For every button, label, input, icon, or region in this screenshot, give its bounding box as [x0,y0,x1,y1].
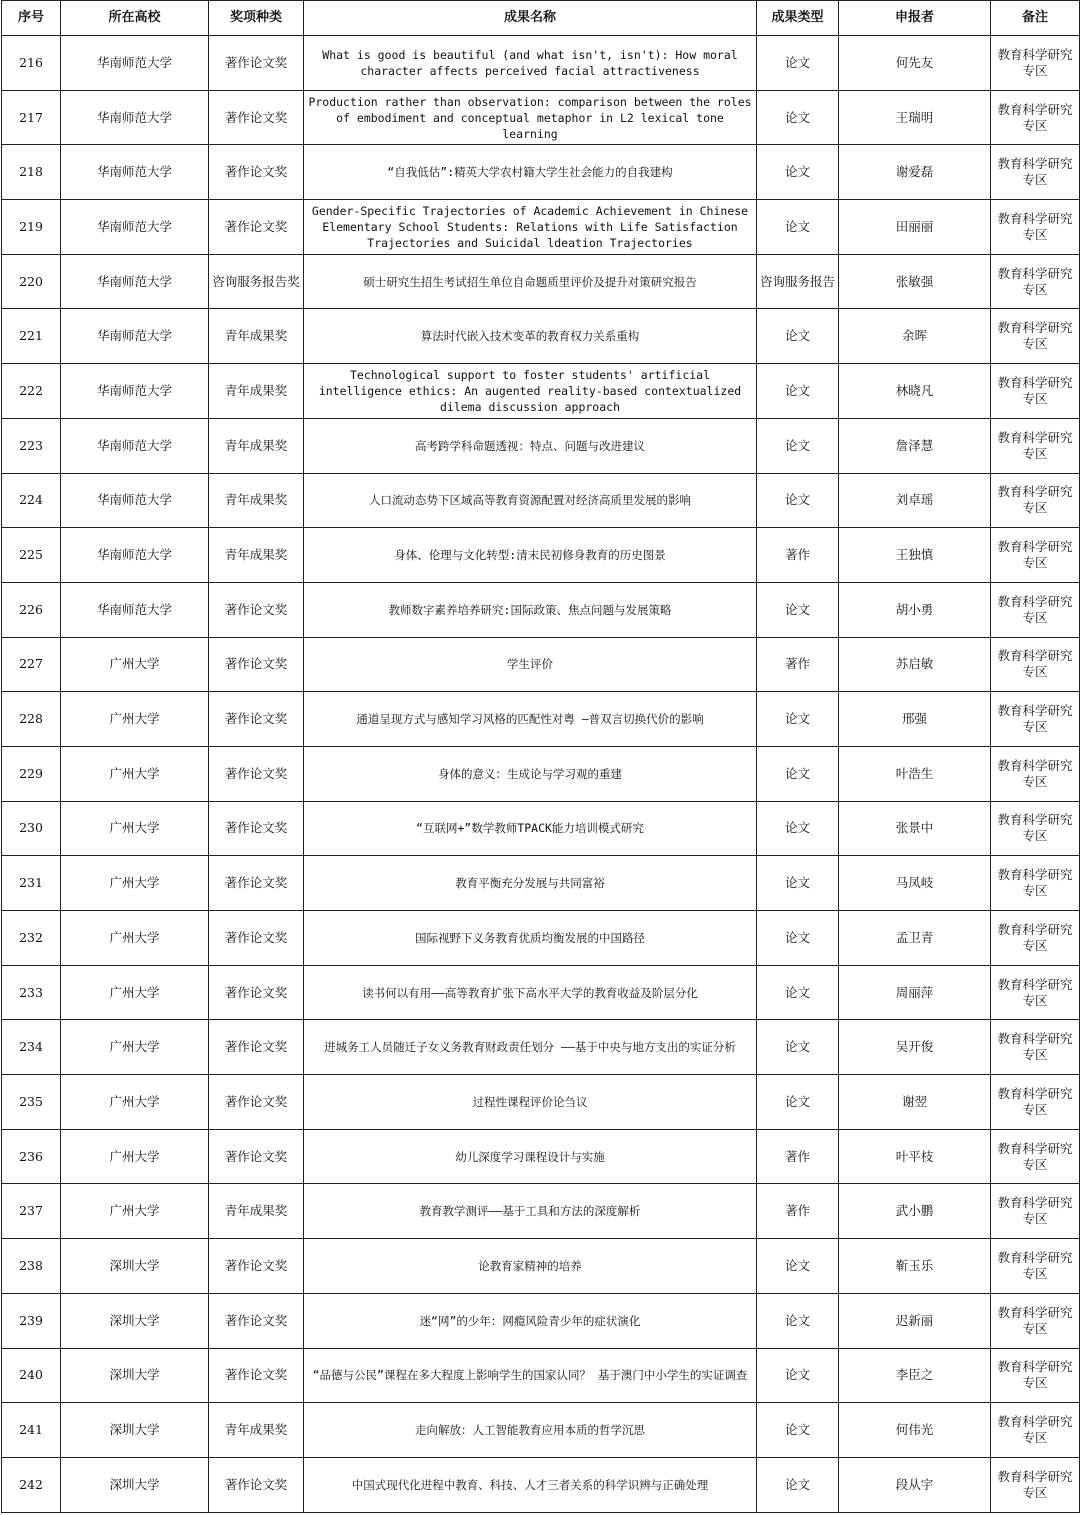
remarks-cell: 教育科学研究专区 [991,856,1080,911]
table-row [2,254,1080,309]
university-cell: 广州大学 [61,1075,209,1130]
remarks-cell: 教育科学研究专区 [991,254,1080,309]
table-row [2,1348,1080,1403]
serial-cell: 234 [2,1020,61,1075]
serial-cell: 229 [2,746,61,801]
award-type-cell: 著作论文奖 [209,36,304,91]
award-type-cell: 著作论文奖 [209,911,304,966]
applicant-cell: 王瑞明 [839,90,991,145]
applicant-cell: 何先友 [839,36,991,91]
university-cell: 广州大学 [61,746,209,801]
serial-cell: 216 [2,36,61,91]
table-body [2,36,1080,1513]
remarks-cell: 教育科学研究专区 [991,692,1080,747]
applicant-cell: 叶平枝 [839,1129,991,1184]
table-row [2,1239,1080,1294]
university-cell: 华南师范大学 [61,200,209,255]
university-cell: 华南师范大学 [61,309,209,364]
achievement-type-cell: 论文 [757,36,839,91]
header-serial: 序号 [2,1,61,36]
table-row [2,528,1080,583]
award-type-cell: 青年成果奖 [209,473,304,528]
table-row [2,36,1080,91]
achievement-name-cell: 走向解放：人工智能教育应用本质的哲学沉思 [304,1403,757,1458]
achievement-type-cell: 论文 [757,1457,839,1512]
serial-cell: 221 [2,309,61,364]
serial-cell: 226 [2,582,61,637]
award-type-cell: 青年成果奖 [209,1184,304,1239]
university-cell: 广州大学 [61,692,209,747]
table-row [2,911,1080,966]
university-cell: 华南师范大学 [61,418,209,473]
university-cell: 深圳大学 [61,1239,209,1294]
university-cell: 华南师范大学 [61,364,209,419]
achievement-name-cell: What is good is beautiful (and what isn't, isn't): How moral character affects perceived facial attractiveness [304,36,757,91]
remarks-cell: 教育科学研究专区 [991,1403,1080,1458]
university-cell: 华南师范大学 [61,36,209,91]
achievement-type-cell: 著作 [757,528,839,583]
achievement-name-cell: Production rather than observation: comparison between the roles of embodiment and conceptual metaphor in L2 lexical tone learning [304,90,757,145]
award-type-cell: 著作论文奖 [209,200,304,255]
university-cell: 深圳大学 [61,1403,209,1458]
achievement-type-cell: 著作 [757,637,839,692]
achievement-name-cell: 教师数字素养培养研究:国际政策、焦点问题与发展策略 [304,582,757,637]
achievement-name-cell: 通道呈现方式与感知学习风格的匹配性对粤 —普双言切换代价的影响 [304,692,757,747]
university-cell: 广州大学 [61,801,209,856]
remarks-cell: 教育科学研究专区 [991,473,1080,528]
serial-cell: 235 [2,1075,61,1130]
achievement-type-cell: 论文 [757,582,839,637]
award-type-cell: 著作论文奖 [209,1457,304,1512]
achievement-type-cell: 论文 [757,90,839,145]
awards-table [1,0,1080,1513]
remarks-cell: 教育科学研究专区 [991,801,1080,856]
table-row [2,364,1080,419]
achievement-type-cell: 论文 [757,911,839,966]
serial-cell: 237 [2,1184,61,1239]
remarks-cell: 教育科学研究专区 [991,364,1080,419]
award-type-cell: 青年成果奖 [209,1403,304,1458]
achievement-name-cell: “品德与公民”课程在多大程度上影响学生的国家认同？ 基于澳门中小学生的实证调查 [304,1348,757,1403]
achievement-type-cell: 论文 [757,856,839,911]
remarks-cell: 教育科学研究专区 [991,200,1080,255]
university-cell: 华南师范大学 [61,528,209,583]
table-row [2,746,1080,801]
remarks-cell: 教育科学研究专区 [991,36,1080,91]
university-cell: 华南师范大学 [61,90,209,145]
table-row [2,637,1080,692]
university-cell: 广州大学 [61,965,209,1020]
achievement-name-cell: 身体、伦理与文化转型:清末民初修身教育的历史图景 [304,528,757,583]
serial-cell: 230 [2,801,61,856]
applicant-cell: 孟卫青 [839,911,991,966]
achievement-type-cell: 著作 [757,1129,839,1184]
table-row [2,473,1080,528]
award-type-cell: 著作论文奖 [209,1239,304,1294]
achievement-type-cell: 论文 [757,1020,839,1075]
table-row [2,309,1080,364]
university-cell: 深圳大学 [61,1457,209,1512]
applicant-cell: 刘卓瑶 [839,473,991,528]
achievement-type-cell: 论文 [757,1293,839,1348]
applicant-cell: 迟新丽 [839,1293,991,1348]
achievement-name-cell: 人口流动态势下区域高等教育资源配置对经济高质里发展的影响 [304,473,757,528]
university-cell: 广州大学 [61,856,209,911]
achievement-type-cell: 论文 [757,692,839,747]
table-row [2,965,1080,1020]
achievement-name-cell: 进城务工人员随迁子女义务教育财政责任划分 ——基于中央与地方支出的实证分析 [304,1020,757,1075]
table-row [2,582,1080,637]
serial-cell: 227 [2,637,61,692]
achievement-type-cell: 著作 [757,1184,839,1239]
applicant-cell: 谢翌 [839,1075,991,1130]
applicant-cell: 胡小勇 [839,582,991,637]
applicant-cell: 张敏强 [839,254,991,309]
table-row [2,1184,1080,1239]
serial-cell: 219 [2,200,61,255]
serial-cell: 225 [2,528,61,583]
table-row [2,692,1080,747]
award-type-cell: 青年成果奖 [209,418,304,473]
applicant-cell: 李臣之 [839,1348,991,1403]
table-row [2,1293,1080,1348]
university-cell: 广州大学 [61,1129,209,1184]
applicant-cell: 邢强 [839,692,991,747]
applicant-cell: 周丽萍 [839,965,991,1020]
applicant-cell: 田丽丽 [839,200,991,255]
achievement-name-cell: Technological support to foster students' artificial intelligence ethics: An augented reality-based contextualized dilema discussion approach [304,364,757,419]
serial-cell: 222 [2,364,61,419]
university-cell: 深圳大学 [61,1348,209,1403]
achievement-type-cell: 论文 [757,1075,839,1130]
remarks-cell: 教育科学研究专区 [991,1239,1080,1294]
achievement-type-cell: 论文 [757,801,839,856]
table-row [2,856,1080,911]
achievement-name-cell: 过程性课程评价论刍议 [304,1075,757,1130]
serial-cell: 218 [2,145,61,200]
university-cell: 深圳大学 [61,1293,209,1348]
achievement-type-cell: 论文 [757,145,839,200]
applicant-cell: 何伟光 [839,1403,991,1458]
achievement-name-cell: 学生评价 [304,637,757,692]
achievement-name-cell: 教育教学测评——基于工具和方法的深度解析 [304,1184,757,1239]
achievement-name-cell: “自我低估”:精英大学农村籍大学生社会能力的自我建构 [304,145,757,200]
achievement-name-cell: 中国式现代化进程中教育、科技、人才三者关系的科学识辨与正确处理 [304,1457,757,1512]
serial-cell: 231 [2,856,61,911]
table-row [2,1403,1080,1458]
remarks-cell: 教育科学研究专区 [991,746,1080,801]
serial-cell: 223 [2,418,61,473]
university-cell: 华南师范大学 [61,473,209,528]
serial-cell: 241 [2,1403,61,1458]
serial-cell: 238 [2,1239,61,1294]
award-type-cell: 著作论文奖 [209,1075,304,1130]
remarks-cell: 教育科学研究专区 [991,90,1080,145]
table-row [2,1457,1080,1512]
achievement-name-cell: 教育平衡充分发展与共同富裕 [304,856,757,911]
applicant-cell: 张景中 [839,801,991,856]
achievement-type-cell: 论文 [757,1239,839,1294]
award-type-cell: 著作论文奖 [209,637,304,692]
achievement-type-cell: 论文 [757,418,839,473]
remarks-cell: 教育科学研究专区 [991,1293,1080,1348]
achievement-type-cell: 咨询服务报告 [757,254,839,309]
header-remarks: 备注 [991,1,1080,36]
applicant-cell: 詹泽慧 [839,418,991,473]
remarks-cell: 教育科学研究专区 [991,965,1080,1020]
remarks-cell: 教育科学研究专区 [991,145,1080,200]
achievement-name-cell: 高考跨学科命题透视：特点、问题与改进建议 [304,418,757,473]
achievement-type-cell: 论文 [757,965,839,1020]
applicant-cell: 马凤岐 [839,856,991,911]
award-type-cell: 著作论文奖 [209,1348,304,1403]
serial-cell: 233 [2,965,61,1020]
university-cell: 广州大学 [61,1020,209,1075]
award-type-cell: 著作论文奖 [209,965,304,1020]
serial-cell: 232 [2,911,61,966]
remarks-cell: 教育科学研究专区 [991,1184,1080,1239]
serial-cell: 242 [2,1457,61,1512]
award-type-cell: 著作论文奖 [209,582,304,637]
header-achievement-type: 成果类型 [757,1,839,36]
remarks-cell: 教育科学研究专区 [991,528,1080,583]
university-cell: 广州大学 [61,911,209,966]
serial-cell: 224 [2,473,61,528]
table-row [2,418,1080,473]
university-cell: 华南师范大学 [61,582,209,637]
applicant-cell: 王独慎 [839,528,991,583]
serial-cell: 240 [2,1348,61,1403]
applicant-cell: 苏启敏 [839,637,991,692]
award-type-cell: 青年成果奖 [209,364,304,419]
university-cell: 广州大学 [61,637,209,692]
achievement-name-cell: 身体的意义：生成论与学习观的重建 [304,746,757,801]
award-type-cell: 著作论文奖 [209,746,304,801]
award-type-cell: 青年成果奖 [209,528,304,583]
table-row [2,1020,1080,1075]
serial-cell: 236 [2,1129,61,1184]
applicant-cell: 武小鹏 [839,1184,991,1239]
achievement-name-cell: 迷“网”的少年：网瘾风险青少年的症状演化 [304,1293,757,1348]
award-type-cell: 青年成果奖 [209,309,304,364]
remarks-cell: 教育科学研究专区 [991,582,1080,637]
applicant-cell: 吴开俊 [839,1020,991,1075]
university-cell: 广州大学 [61,1184,209,1239]
achievement-name-cell: 国际视野下义务教育优质均衡发展的中国路径 [304,911,757,966]
award-type-cell: 著作论文奖 [209,1020,304,1075]
header-university: 所在高校 [61,1,209,36]
header-award-type: 奖项种类 [209,1,304,36]
award-type-cell: 著作论文奖 [209,856,304,911]
achievement-name-cell: 读书何以有用——高等教育扩张下高水平大学的教育收益及阶层分化 [304,965,757,1020]
remarks-cell: 教育科学研究专区 [991,1129,1080,1184]
achievement-name-cell: 论教育家精神的培养 [304,1239,757,1294]
serial-cell: 228 [2,692,61,747]
remarks-cell: 教育科学研究专区 [991,1348,1080,1403]
remarks-cell: 教育科学研究专区 [991,637,1080,692]
achievement-name-cell: “互联网+”数学教师TPACK能力培训模式研究 [304,801,757,856]
award-type-cell: 咨询服务报告奖 [209,254,304,309]
header-achievement-name: 成果名称 [304,1,757,36]
applicant-cell: 段从宇 [839,1457,991,1512]
achievement-type-cell: 论文 [757,309,839,364]
achievement-name-cell: Gender-Specific Trajectories of Academic Achievement in Chinese Elementary School Students: Relations with Life Satisfaction Trajectories and Suicidal ldeation Trajectories [304,200,757,255]
achievement-type-cell: 论文 [757,200,839,255]
achievement-name-cell: 硕士研究生招生考试招生单位自命题质里评价及提升对策研究报告 [304,254,757,309]
remarks-cell: 教育科学研究专区 [991,309,1080,364]
header-applicant: 申报者 [839,1,991,36]
applicant-cell: 叶浩生 [839,746,991,801]
serial-cell: 220 [2,254,61,309]
achievement-type-cell: 论文 [757,364,839,419]
applicant-cell: 靳玉乐 [839,1239,991,1294]
remarks-cell: 教育科学研究专区 [991,1020,1080,1075]
university-cell: 华南师范大学 [61,145,209,200]
table-row [2,1129,1080,1184]
achievement-type-cell: 论文 [757,1348,839,1403]
applicant-cell: 余晖 [839,309,991,364]
achievement-type-cell: 论文 [757,746,839,801]
applicant-cell: 林晓凡 [839,364,991,419]
achievement-name-cell: 算法时代嵌入技术变革的教育权力关系重构 [304,309,757,364]
remarks-cell: 教育科学研究专区 [991,911,1080,966]
award-type-cell: 著作论文奖 [209,145,304,200]
award-type-cell: 著作论文奖 [209,692,304,747]
header-row [2,1,1080,36]
table-row [2,90,1080,145]
remarks-cell: 教育科学研究专区 [991,1457,1080,1512]
serial-cell: 217 [2,90,61,145]
award-type-cell: 著作论文奖 [209,1129,304,1184]
award-type-cell: 著作论文奖 [209,801,304,856]
achievement-type-cell: 论文 [757,473,839,528]
table-row [2,1075,1080,1130]
table-row [2,801,1080,856]
table-row [2,145,1080,200]
serial-cell: 239 [2,1293,61,1348]
award-type-cell: 著作论文奖 [209,90,304,145]
table-row [2,200,1080,255]
remarks-cell: 教育科学研究专区 [991,1075,1080,1130]
achievement-name-cell: 幼儿深度学习课程设计与实施 [304,1129,757,1184]
university-cell: 华南师范大学 [61,254,209,309]
award-type-cell: 著作论文奖 [209,1293,304,1348]
achievement-type-cell: 论文 [757,1403,839,1458]
applicant-cell: 谢爱磊 [839,145,991,200]
remarks-cell: 教育科学研究专区 [991,418,1080,473]
